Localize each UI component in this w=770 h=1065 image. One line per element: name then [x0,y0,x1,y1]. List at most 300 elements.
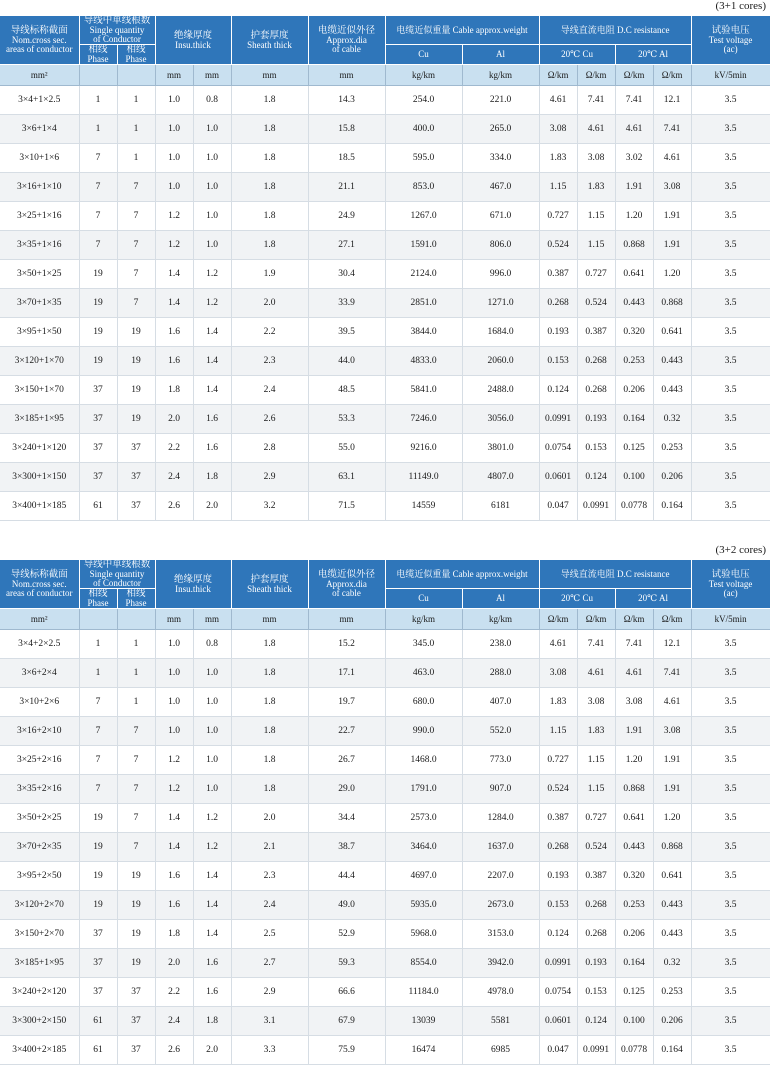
table-cell: 2.7 [231,949,308,978]
table-cell: 0.268 [577,920,615,949]
table-cell: 0.124 [539,920,577,949]
table-cell: 1.6 [193,434,231,463]
table-cell: 1.0 [193,202,231,231]
table-cell: 680.0 [385,688,462,717]
table-cell: 1.0 [193,173,231,202]
unit-nom: mm² [0,65,79,86]
table-cell: 2.6 [155,492,193,521]
table-row [0,920,770,949]
table-row [0,630,770,659]
table-cell: 19 [117,405,155,434]
table-cell: 1.6 [193,949,231,978]
table-cell: 7 [79,717,117,746]
table-cell: 15.2 [308,630,385,659]
table-cell: 0.0601 [539,1007,577,1036]
table-cell: 2.6 [155,1036,193,1065]
table-cell: 2.0 [231,804,308,833]
table-cell: 4.61 [539,86,577,115]
table-cell: 1.20 [653,804,691,833]
table-cell: 7 [79,688,117,717]
table-cell: 19 [79,833,117,862]
table-cell: 9216.0 [385,434,462,463]
table-cell: 1.91 [653,746,691,775]
cores-label: (3+1 cores) [715,0,766,12]
header-res-cu: 20℃ Cu [539,45,615,65]
table-cell: 4833.0 [385,347,462,376]
table-cell: 0.320 [615,862,653,891]
cell-nominal-section: 3×10+2×6 [0,688,79,717]
table-cell: 0.206 [615,376,653,405]
table-cell: 3.5 [691,434,770,463]
table-cell: 2.0 [193,1036,231,1065]
table-cell: 34.4 [308,804,385,833]
table-cell: 0.641 [615,804,653,833]
table-cell: 0.443 [615,833,653,862]
cell-nominal-section: 3×6+1×4 [0,115,79,144]
unit-res-2: Ω/km [577,65,615,86]
table-cell: 3.5 [691,289,770,318]
table-cell: 19 [117,862,155,891]
table-cell: 2.1 [231,833,308,862]
table-cell: 7 [79,173,117,202]
cell-nominal-section: 3×120+1×70 [0,347,79,376]
table-cell: 0.206 [653,463,691,492]
table-cell: 0.868 [615,775,653,804]
table-cell: 37 [117,492,155,521]
table-cell: 5968.0 [385,920,462,949]
table-cell: 1.0 [155,630,193,659]
table-cell: 0.0778 [615,1036,653,1065]
table-cell: 0.387 [539,804,577,833]
header-weight-al: Al [462,45,539,65]
table-cell: 1.20 [653,260,691,289]
table-cell: 3.5 [691,492,770,521]
table-cell: 3.5 [691,949,770,978]
table-cell: 1.4 [193,376,231,405]
table-cell: 1.2 [193,260,231,289]
table-cell: 990.0 [385,717,462,746]
table-cell: 0.727 [577,804,615,833]
table-cell: 0.868 [615,231,653,260]
table-cell: 3.08 [577,144,615,173]
table-cell: 3.3 [231,1036,308,1065]
table-cell: 7 [117,231,155,260]
table-cell: 1.6 [193,405,231,434]
table-row [0,347,770,376]
table-cell: 595.0 [385,144,462,173]
table-cell: 19 [79,318,117,347]
cell-nominal-section: 3×150+2×70 [0,920,79,949]
table-cell: 1.15 [539,173,577,202]
table-cell: 238.0 [462,630,539,659]
table-cell: 3.5 [691,833,770,862]
table-cell: 2.2 [155,978,193,1007]
table-cell: 7.41 [577,630,615,659]
table-cell: 853.0 [385,173,462,202]
table-cell: 24.9 [308,202,385,231]
table-cell: 13039 [385,1007,462,1036]
header-weight-cu: Cu [385,589,462,609]
header-weight-al: Al [462,589,539,609]
table-cell: 11184.0 [385,978,462,1007]
cell-nominal-section: 3×50+1×25 [0,260,79,289]
unit-phase-2 [117,65,155,86]
table-cell: 48.5 [308,376,385,405]
header-nom-section: 导线标称截面 Nom.cross sec. areas of conductor [0,560,79,609]
table-row [0,492,770,521]
unit-res-1: Ω/km [539,65,577,86]
table-row [0,862,770,891]
header-weight: 电缆近似重量 Cable approx.weight [385,16,539,45]
unit-phase-1 [79,65,117,86]
table-cell: 8554.0 [385,949,462,978]
cores-label: (3+2 cores) [715,544,766,556]
table-cell: 66.6 [308,978,385,1007]
table-cell: 1.0 [193,659,231,688]
table-cell: 1.91 [653,231,691,260]
cell-nominal-section: 3×10+1×6 [0,144,79,173]
table-cell: 2.6 [231,405,308,434]
table-cell: 2.0 [155,949,193,978]
table-cell: 33.9 [308,289,385,318]
table-cell: 61 [79,492,117,521]
table-cell: 0.320 [615,318,653,347]
table-cell: 334.0 [462,144,539,173]
table-cell: 1.4 [193,891,231,920]
table-cell: 0.443 [653,347,691,376]
table-cell: 49.0 [308,891,385,920]
table-row [0,463,770,492]
table-cell: 0.153 [577,434,615,463]
table-cell: 1.2 [193,833,231,862]
table-cell: 0.193 [577,949,615,978]
table-cell: 0.253 [615,347,653,376]
table-cell: 7 [117,775,155,804]
table-cell: 5935.0 [385,891,462,920]
table-cell: 3.5 [691,891,770,920]
table-cell: 0.641 [615,260,653,289]
table-cell: 0.124 [577,1007,615,1036]
table-cell: 1468.0 [385,746,462,775]
header-single-quantity: 导线中单线根数 Single quantity of Conductor [79,16,155,45]
header-insulation: 绝缘厚度 Insu.thick [155,560,231,609]
table-cell: 3.08 [615,688,653,717]
cell-nominal-section: 3×240+1×120 [0,434,79,463]
table-cell: 19.7 [308,688,385,717]
header-single-quantity: 导线中单线根数 Single quantity of Conductor [79,560,155,589]
table-row [0,202,770,231]
table-row [0,376,770,405]
table-cell: 4.61 [539,630,577,659]
table-cell: 2.5 [231,920,308,949]
header-res-al: 20℃ Al [615,45,691,65]
cell-nominal-section: 3×400+1×185 [0,492,79,521]
table-cell: 7.41 [653,115,691,144]
table-cell: 1 [117,86,155,115]
header-diameter: 电缆近似外径 Approx.dia of cable [308,16,385,65]
table-cell: 1.15 [577,231,615,260]
table-cell: 3.5 [691,804,770,833]
table-cell: 0.0991 [577,492,615,521]
table-cell: 37 [79,434,117,463]
table-cell: 2.9 [231,978,308,1007]
table-cell: 0.0754 [539,978,577,1007]
table-cell: 1.91 [615,173,653,202]
table-cell: 3.5 [691,746,770,775]
table-cell: 52.9 [308,920,385,949]
table-cell: 0.443 [653,920,691,949]
table-cell: 2851.0 [385,289,462,318]
table-cell: 63.1 [308,463,385,492]
table-cell: 19 [79,289,117,318]
table-cell: 1.4 [155,804,193,833]
table-cell: 71.5 [308,492,385,521]
table-cell: 1 [117,144,155,173]
table-cell: 19 [117,347,155,376]
table-cell: 19 [79,891,117,920]
table-cell: 0.524 [577,833,615,862]
table-cell: 2.2 [155,434,193,463]
table-cell: 2.4 [231,891,308,920]
table-cell: 0.153 [539,891,577,920]
table-cell: 3153.0 [462,920,539,949]
table-cell: 3.5 [691,920,770,949]
header-test-voltage: 试验电压 Test voltage (ac) [691,16,770,65]
table-cell: 1.6 [155,862,193,891]
unit-voltage: kV/5min [691,609,770,630]
table-cell: 0.8 [193,630,231,659]
table-cell: 1.0 [193,688,231,717]
table-cell: 1.8 [231,717,308,746]
table-cell: 2.3 [231,347,308,376]
cell-nominal-section: 3×16+1×10 [0,173,79,202]
table-cell: 4807.0 [462,463,539,492]
table-cell: 19 [79,347,117,376]
table-cell: 0.443 [615,289,653,318]
table-cell: 0.124 [577,463,615,492]
cell-nominal-section: 3×95+2×50 [0,862,79,891]
table-cell: 7 [79,202,117,231]
unit-insu-2: mm [193,609,231,630]
header-test-voltage: 试验电压 Test voltage (ac) [691,560,770,609]
unit-res-4: Ω/km [653,65,691,86]
table-cell: 5581 [462,1007,539,1036]
table-cell: 0.164 [653,1036,691,1065]
table-cell: 1 [79,659,117,688]
table-cell: 4.61 [577,115,615,144]
table-cell: 1284.0 [462,804,539,833]
table-cell: 0.193 [577,405,615,434]
table-cell: 7 [79,231,117,260]
table-cell: 19 [117,920,155,949]
header-res-cu: 20℃ Cu [539,589,615,609]
table-cell: 1.0 [193,231,231,260]
table-cell: 0.206 [653,1007,691,1036]
table-cell: 19 [79,260,117,289]
table-row [0,949,770,978]
table-row [0,978,770,1007]
table-cell: 2.9 [231,463,308,492]
table-cell: 27.1 [308,231,385,260]
table-cell: 1.2 [155,231,193,260]
table-cell: 0.524 [539,775,577,804]
table-cell: 0.868 [653,833,691,862]
table-cell: 0.047 [539,492,577,521]
table-cell: 7 [117,717,155,746]
table-cell: 3.08 [653,717,691,746]
table-cell: 1.9 [231,260,308,289]
table-row [0,289,770,318]
table-cell: 1.4 [155,833,193,862]
cell-nominal-section: 3×400+2×185 [0,1036,79,1065]
cell-nominal-section: 3×25+1×16 [0,202,79,231]
table-row [0,434,770,463]
table-cell: 3.5 [691,115,770,144]
table-cell: 12.1 [653,630,691,659]
table-cell: 3.5 [691,347,770,376]
table-cell: 2.4 [231,376,308,405]
header-nom-section: 导线标称截面 Nom.cross sec. areas of conductor [0,16,79,65]
table-cell: 1.0 [193,775,231,804]
table-cell: 37 [117,1036,155,1065]
cell-nominal-section: 3×35+2×16 [0,775,79,804]
table-cell: 1.20 [615,746,653,775]
table-cell: 26.7 [308,746,385,775]
table-cell: 288.0 [462,659,539,688]
table-cell: 37 [79,949,117,978]
cable-spec-table [0,16,770,521]
table-cell: 1.4 [193,347,231,376]
cell-nominal-section: 3×25+2×16 [0,746,79,775]
table-row [0,833,770,862]
table-cell: 0.727 [577,260,615,289]
table-cell: 0.164 [615,949,653,978]
unit-nom: mm² [0,609,79,630]
table-cell: 19 [117,376,155,405]
table-cell: 7.41 [615,630,653,659]
table-cell: 0.524 [577,289,615,318]
table-cell: 552.0 [462,717,539,746]
table-cell: 1.15 [577,746,615,775]
table-cell: 1.0 [155,115,193,144]
table-cell: 1.8 [231,688,308,717]
table-cell: 3.08 [577,688,615,717]
table-row [0,405,770,434]
table-cell: 7246.0 [385,405,462,434]
table-cell: 7 [117,833,155,862]
table-cell: 2673.0 [462,891,539,920]
table-cell: 2.0 [155,405,193,434]
table-cell: 39.5 [308,318,385,347]
cell-nominal-section: 3×150+1×70 [0,376,79,405]
table-cell: 2488.0 [462,376,539,405]
table-cell: 1 [79,630,117,659]
table-cell: 37 [79,463,117,492]
table-cell: 3.5 [691,630,770,659]
table-cell: 44.0 [308,347,385,376]
table-cell: 1.0 [155,144,193,173]
unit-weight-cu: kg/km [385,609,462,630]
table-cell: 1.8 [231,775,308,804]
table-cell: 1.8 [231,144,308,173]
table-cell: 4.61 [615,659,653,688]
table-cell: 37 [79,376,117,405]
table-cell: 3844.0 [385,318,462,347]
table-cell: 1.83 [577,717,615,746]
table-cell: 1.4 [193,318,231,347]
cell-nominal-section: 3×300+1×150 [0,463,79,492]
table-cell: 254.0 [385,86,462,115]
unit-weight-al: kg/km [462,609,539,630]
table-cell: 44.4 [308,862,385,891]
table-cell: 3.08 [539,659,577,688]
table-cell: 1.6 [155,891,193,920]
table-cell: 467.0 [462,173,539,202]
table-cell: 1.15 [539,717,577,746]
unit-res-1: Ω/km [539,609,577,630]
table-cell: 1.20 [615,202,653,231]
table-cell: 0.32 [653,949,691,978]
table-cell: 3.5 [691,717,770,746]
header-phase-2: 相线 Phase [117,45,155,65]
table-cell: 37 [79,920,117,949]
table-cell: 3056.0 [462,405,539,434]
table-cell: 7 [117,746,155,775]
unit-voltage: kV/5min [691,65,770,86]
table-cell: 3.5 [691,659,770,688]
table-cell: 1.8 [231,115,308,144]
table-cell: 4978.0 [462,978,539,1007]
table-cell: 1591.0 [385,231,462,260]
table-cell: 7.41 [653,659,691,688]
table-cell: 7 [117,202,155,231]
table-cell: 61 [79,1036,117,1065]
table-row [0,775,770,804]
table-cell: 3.5 [691,862,770,891]
table-row [0,717,770,746]
unit-res-4: Ω/km [653,609,691,630]
table-cell: 0.193 [539,318,577,347]
table-cell: 0.164 [615,405,653,434]
table-cell: 3.5 [691,688,770,717]
table-cell: 1.0 [193,115,231,144]
table-cell: 0.047 [539,1036,577,1065]
table-cell: 1 [117,115,155,144]
table-cell: 1.6 [193,978,231,1007]
table-cell: 16474 [385,1036,462,1065]
table-cell: 0.727 [539,746,577,775]
table-cell: 19 [117,891,155,920]
table-cell: 0.0778 [615,492,653,521]
table-row [0,260,770,289]
table-cell: 0.125 [615,978,653,1007]
table-cell: 0.868 [653,289,691,318]
header-resistance: 导线直流电阻 D.C resistance [539,16,691,45]
table-cell: 7 [117,804,155,833]
table-cell: 3.5 [691,1036,770,1065]
table-cell: 30.4 [308,260,385,289]
table-cell: 0.268 [539,289,577,318]
table-cell: 38.7 [308,833,385,862]
table-cell: 37 [117,434,155,463]
table-cell: 4697.0 [385,862,462,891]
table-cell: 61 [79,1007,117,1036]
header-res-al: 20℃ Al [615,589,691,609]
table-cell: 3.5 [691,1007,770,1036]
table-cell: 1.0 [193,144,231,173]
table-cell: 0.32 [653,405,691,434]
table-cell: 3.02 [615,144,653,173]
